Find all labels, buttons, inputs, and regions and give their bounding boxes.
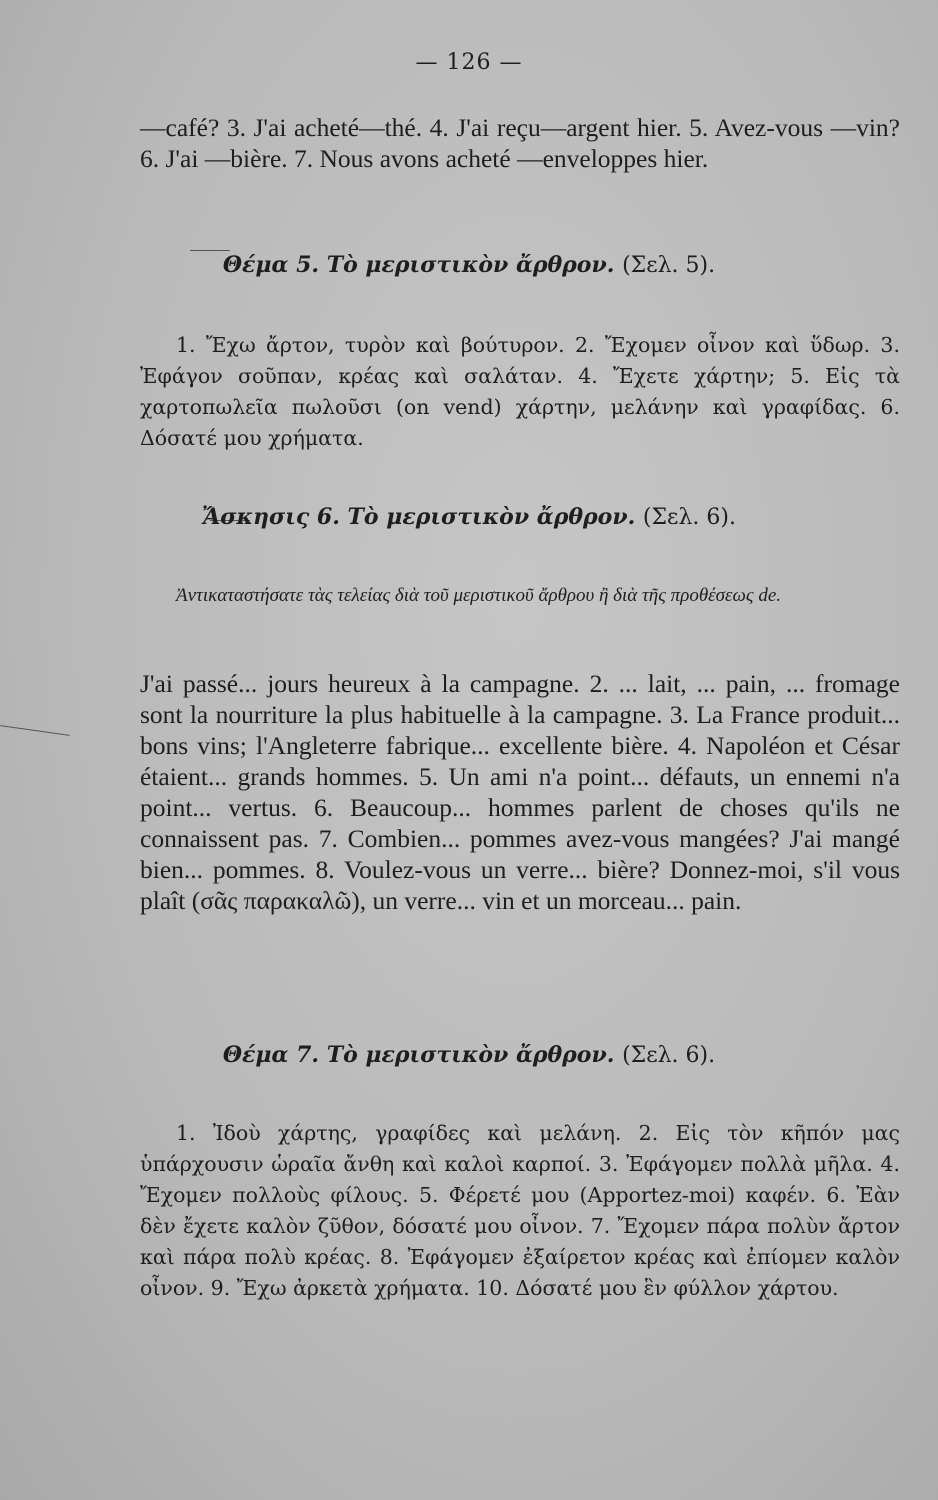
section-6-body: J'ai passé... jours heureux à la campagne. 2. ... lait, ... pain, ... fromage sont la nourriture la plus habituelle à la campagne. 3. La France produit... bons vins; l'Angleterre fabrique... excellente bière. 4. Napoléon et César étaient... grands hommes. 5. Un ami n'a point... défauts, un ennemi n'a point... vertus. 6. Beaucoup... hommes parlent de choses qu'ils ne connaissent pas. 7. Combien... pommes avez-vous mangées? J'ai mangé bien... pommes. 8. Voulez-vous un verre... bière? Donnez-moi, s'il vous plaît (σᾶς παρακαλῶ), un verre... vin et un morceau... pain. — [140, 669, 900, 915]
section-5-body: 1. Ἔχω ἄρτον, τυρὸν καὶ βούτυρον. 2. Ἔχομεν οἶνον καὶ ὕδωρ. 3. Ἐφάγον σοῦπαν, κρέας καὶ σαλάταν. 4. Ἔχετε χάρτην; 5. Εἰς τὰ χαρτοπωλεῖα πωλοῦσι (on vend) χάρτην, μελάνην καὶ γραφίδας. 6. Δόσατέ μου χρήματα. — [140, 333, 900, 450]
section-7-body: 1. Ἰδοὺ χάρτης, γραφίδες καὶ μελάνη. 2. Εἰς τὸν κῆπόν μας ὑπάρχουσιν ὡραῖα ἄνθη καὶ καλοὶ καρποί. 3. Ἐφάγομεν πολλὰ μῆλα. 4. Ἔχομεν πολλοὺς φίλους. 5. Φέρετέ μου (Apportez-moi) καφέν. 6. Ἐὰν δὲν ἔχετε καλὸν ζῦθον, δόσατέ μου οἶνον. 7. Ἔχομεν πάρα πολὺν ἄρτον καὶ πάρα πολὺ κρέας. 8. Ἐφάγομεν ἐξαίρετον κρέας καὶ ἐπίομεν καλὸν οἶνον. 9. Ἔχω ἀρκετὰ χρήματα. 10. Δόσατέ μου ἓν φύλλον χάρτου. — [140, 1121, 900, 1300]
section-6-ref: (Σελ. 6). — [642, 505, 736, 530]
intro-paragraph: —café? 3. J'ai acheté—thé. 4. J'ai reçu—argent hier. 5. Avez-vous —vin? 6. J'ai —bière. 7. Nous avons acheté —enveloppes hier. — [140, 113, 900, 173]
section-6-instruction: Ἀντικαταστήσατε τὰς τελείας διὰ τοῦ μεριστικοῦ ἄρθρου ἢ διὰ τῆς προθέσεως de. — [176, 585, 782, 606]
pencil-stroke — [0, 725, 69, 736]
page-number: — 126 — — [415, 50, 523, 75]
section-7-heading — [0, 1042, 938, 1068]
section-7-ref: (Σελ. 6). — [622, 1043, 716, 1068]
margin-mark — [190, 250, 230, 251]
section-5-heading — [0, 252, 938, 278]
section-5-title: Θέμα 5. Τὸ μεριστικὸν ἄρθρον. — [222, 252, 615, 278]
section-6-title: Ἄσκησις 6. Τὸ μεριστικὸν ἄρθρον. — [202, 504, 636, 530]
section-5-ref: (Σελ. 5). — [622, 253, 716, 278]
section-7-title: Θέμα 7. Τὸ μεριστικὸν ἄρθρον. — [222, 1042, 615, 1068]
section-6-heading — [0, 504, 938, 530]
